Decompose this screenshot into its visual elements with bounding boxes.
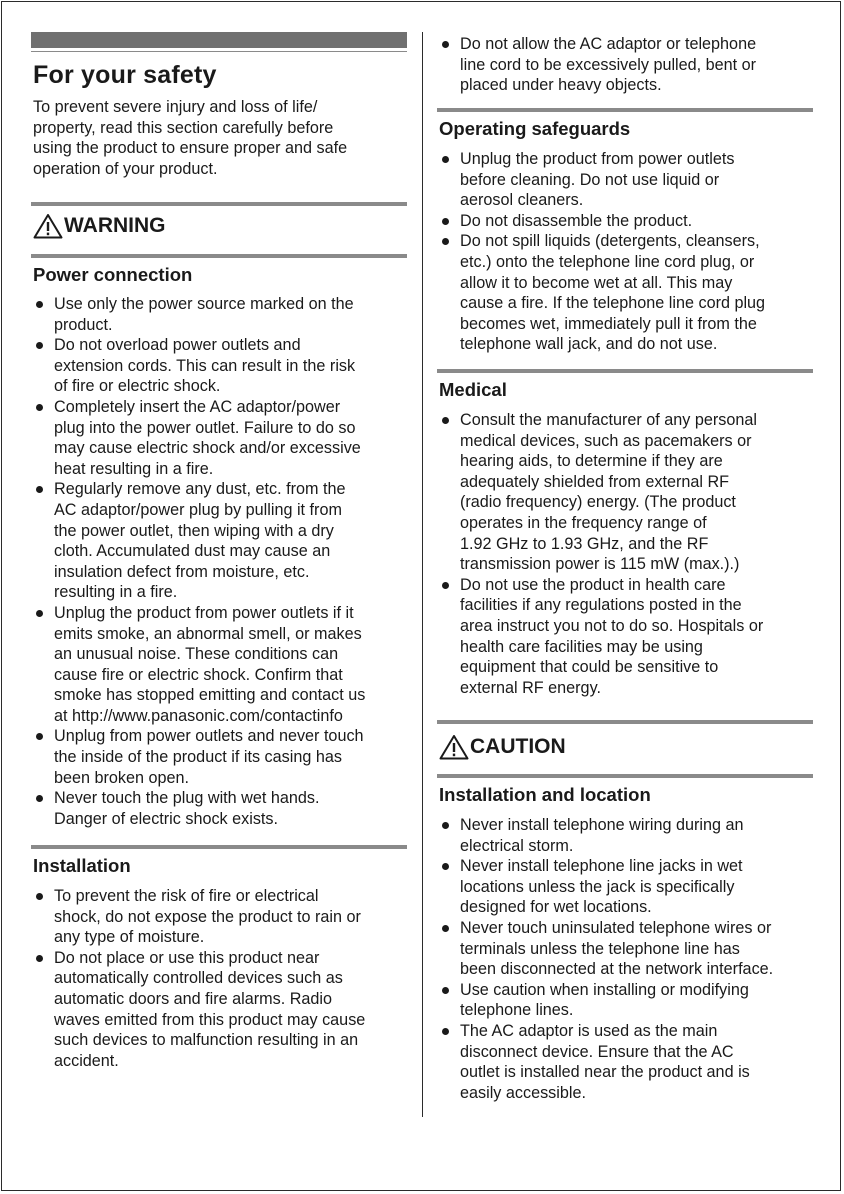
page-title: For your safety [33,61,217,89]
list-item: Consult the manufacturer of any personal medical devices, such as pacemakers or hearing aids, to determine if they are adequately shielded from external RF (radio frequency) energy. (The product operates in the frequency range of 1.92 GHz to 1.93 GHz, and the RF transmission power is 115 mW (max.).) [437,410,813,575]
medical-rule [437,369,813,373]
caution-rule [437,720,813,724]
operating-safeguards-title: Operating safeguards [439,118,631,139]
power-connection-rule [31,254,407,258]
list-item: Completely insert the AC adaptor/power plug into the power outlet. Failure to do so may cause electric shock and/or excessive heat resulting in a fire. [31,397,407,479]
list-item: Never touch the plug with wet hands. Danger of electric shock exists. [31,788,407,829]
list-item: Use only the power source marked on the product. [31,294,407,335]
medical-title: Medical [439,379,507,400]
caution-label: CAUTION [470,735,566,758]
list-item: Use caution when installing or modifying telephone lines. [437,980,813,1021]
medical-list [437,410,813,698]
warning-rule [31,202,407,206]
power-connection-list [31,294,407,829]
list-item: Never install telephone line jacks in wet locations unless the jack is specifically designed for wet locations. [437,856,813,918]
list-item: Do not place or use this product near automatically controlled devices such as automatic doors and fire alarms. Radio waves emitted from this product may cause such devices to malfunction resulting in an accident. [31,948,407,1072]
list-item: Unplug the product from power outlets before cleaning. Do not use liquid or aerosol cleaners. [437,149,813,211]
warning-heading [33,213,166,239]
list-item: To prevent the risk of fire or electrical shock, do not expose the product to rain or any type of moisture. [31,886,407,948]
list-item: Do not spill liquids (detergents, cleansers, etc.) onto the telephone line cord plug, or allow it to become wet at all. This may cause a fire. If the telephone line cord plug becomes wet, immediately pull it from the telephone wall jack, and do not use. [437,231,813,355]
installation-location-rule [437,774,813,778]
installation-rule [31,845,407,849]
list-item: Do not allow the AC adaptor or telephone line cord to be excessively pulled, bent or placed under heavy objects. [437,34,813,96]
warning-triangle-icon [439,734,469,760]
column-divider [422,32,423,1117]
installation-location-title: Installation and location [439,784,651,805]
warning-label: WARNING [64,214,166,237]
list-item: Do not overload power outlets and extension cords. This can result in the risk of fire or electric shock. [31,335,407,397]
list-item: Unplug the product from power outlets if it emits smoke, an abnormal smell, or makes an unusual noise. These conditions can cause fire or electric shock. Confirm that smoke has stopped emitting and contact us at http://www.panasonic.com/contactinfo [31,603,407,727]
title-bar [31,32,407,48]
warning-triangle-icon [33,213,63,239]
operating-safeguards-rule [437,108,813,112]
caution-heading [439,734,566,760]
power-connection-title: Power connection [33,264,193,285]
operating-safeguards-list [437,149,813,355]
installation-title: Installation [33,855,131,876]
installation-location-list [437,815,813,1103]
list-item: Never install telephone wiring during an electrical storm. [437,815,813,856]
title-rule [31,51,407,52]
installation-list [31,886,407,1071]
list-item: Do not disassemble the product. [437,211,813,232]
list-item: Unplug from power outlets and never touch the inside of the product if its casing has been broken open. [31,726,407,788]
intro-text: To prevent severe injury and loss of life/ property, read this section carefully before using the product to ensure proper and safe operation of your product. [33,98,348,178]
list-item: Never touch uninsulated telephone wires or terminals unless the telephone line has been disconnected at the network interface. [437,918,813,980]
list-item: Do not use the product in health care facilities if any regulations posted in the area instruct you not to do so. Hospitals or health care facilities may be using equipment that could be sensitive to external RF energy. [437,575,813,699]
list-item: The AC adaptor is used as the main disconnect device. Ensure that the AC outlet is installed near the product and is easily accessible. [437,1021,813,1103]
installation-list-continued [437,34,813,96]
list-item: Regularly remove any dust, etc. from the AC adaptor/power plug by pulling it from the power outlet, then wiping with a dry cloth. Accumulated dust may cause an insulation defect from moisture, etc. resulting in a fire. [31,479,407,603]
